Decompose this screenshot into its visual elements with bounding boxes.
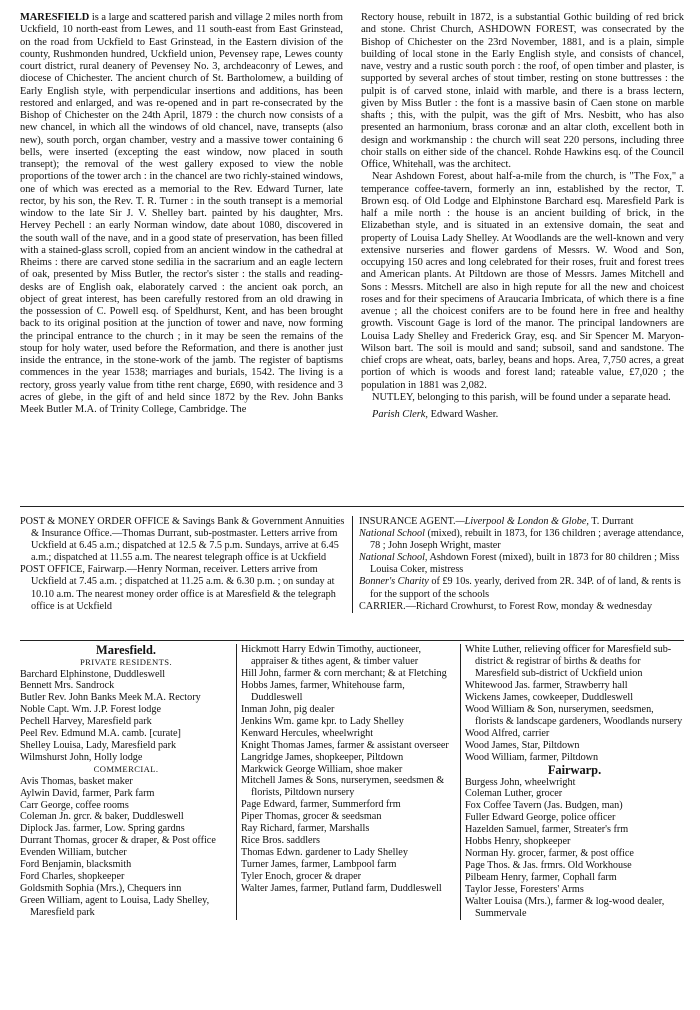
directory-entry: Evenden William, butcher [20, 847, 127, 859]
directory-entry: Page Edward, farmer, Summerford frm [241, 799, 401, 811]
office-italic: —Liverpool & London & Globe, [455, 516, 589, 527]
directory-entry: Hobbs Henry, shopkeeper [465, 836, 571, 848]
directory-entry: Burgess John, wheelwright [465, 776, 576, 788]
directory-column-3 [460, 644, 684, 920]
directory-entry: Pechell Harvey, Maresfield park [20, 716, 152, 728]
directory-entry: Wilmshurst John, Holly lodge [20, 752, 143, 764]
description-paragraph [20, 12, 343, 416]
directory-entry: Peel Rev. Edmund M.A. camb. [curate] [20, 728, 181, 740]
directory-entry: Walter Louisa (Mrs.), farmer & log-wood dealer, Summervale [465, 896, 665, 920]
office-heading: POST OFFICE, [20, 564, 85, 576]
office-entry [359, 552, 684, 576]
paragraph-text: Rectory house, rebuilt in 1872, is a substantial Gothic building of red brick and stone. Christ Church, ASHDOWN FOREST, was consecrated by the Bishop of Chichester on the 23rd November, 1881, and is a plain, simple building of local stone in the Early English style, and consists of chancel, nave, vestry and a rustic south porch : the roof, of open timber and plaster, is supported by several arches of stout timber, resting on stone buttresses : the pulpit is of carved stone, inlaid with marble, and there is a brass lectern, given by Miss Butler : the font is a massive basin of Caen stone on marble shafts ; this, with the pulpit, was the gift of Mrs. Nesbitt, who has also presented an harmonium, brass coronæ and an altar cloth, excellent both in design and workmanship : the church will seat 220 persons, including three choir stalls on either side of the chancel. Rohde Hawkins esq. of the Council Office, Whitehall, was the architect. [361, 12, 684, 170]
offices-column-left [20, 516, 352, 613]
directory-entry: Tyler Enoch, grocer & draper [241, 871, 362, 883]
office-entry [359, 516, 684, 528]
directory-entry: Taylor Jesse, Foresters' Arms [465, 884, 584, 896]
description-paragraph [361, 12, 684, 171]
office-entry [20, 516, 346, 564]
office-text: Ashdown Forest (mixed), built in 1873 for 80 children ; Miss Louisa Coker, mistress [370, 552, 680, 576]
office-italic: National School, [359, 552, 428, 564]
directory-entry: Markwick George William, shoe maker [241, 763, 403, 775]
directory-entry: Turner James, farmer, Lambpool farm [241, 859, 397, 871]
directory-entry: Pilbeam Henry, farmer, Cophall farm [465, 872, 617, 884]
directory-entry: Ford Charles, shopkeeper [20, 871, 125, 883]
directory-entry: Whitewood Jas. farmer, Strawberry hall [465, 679, 628, 691]
directory-entry: Aylwin David, farmer, Park farm [20, 787, 155, 799]
parish-clerk-name: Edward Washer. [428, 409, 499, 420]
office-text: (mixed), rebuilt in 1873, for 136 children ; average attendance, 78 ; John Joseph Wright, master [370, 528, 684, 552]
directory-entry: Wickens James, cowkeeper, Duddleswell [465, 691, 634, 703]
directory-entry: Ray Richard, farmer, Marshalls [241, 823, 370, 835]
office-text: of £9 10s. yearly, derived from 2R. 34P. of of land, & rents is for the support of the schools [370, 576, 681, 600]
directory-entry: Hickmott Harry Edwin Timothy, auctioneer, appraiser & tithes agent, & timber valuer [241, 644, 422, 667]
directory-entry: Thomas Edwn. gardener to Lady Shelley [241, 847, 408, 859]
parish-clerk-label: Parish Clerk, [372, 409, 428, 420]
office-heading: POST & MONEY ORDER OFFICE [20, 516, 170, 527]
offices-section [20, 516, 684, 613]
office-text: —Richard Crowhurst, to Forest Row, monday & wednesday [405, 600, 653, 612]
paragraph-text: Near Ashdown Forest, about half-a-mile from the church, is "The Fox," a temperance coffee-tavern, formerly an inn, established by the rector, T. Brown esq. of Old Lodge and Elphinstone Barchard esq. Maresfield Park is half a mile north : the house is an ancient building of brick, in the Elizabethan style, and is situated in an extensive domain, the seat and property of Louisa Lady Shelley. At Woodlands are the well-known and very extensive nurseries and flower gardens of Messrs. W. Wood and Son, occupying 150 acres and long celebrated for their roses, fruit and forest trees and American plants. At Piltdown are those of Messrs. James Mitchell and Sons : Messrs. Mitchell are also in high repute for all the new and choicest roses and for their specimens of Araucaria Imbricata, of which there is a fine avenue ; all the choicest conifers are to be found here in free and healthy growth. Viscount Gage is lord of the manor. The principal landowners are Louisa Lady Shelley and Frederick Gray, esq. and Sir Spencer M. Maryon-Wilson bart. The soil is mould and sand; subsoil, sand and sandstone. The chief crops are wheat, oats, barley, beans and hops. Area, 7,750 acres, a great portion of which is woods and forest land; rateable value, £7,020 ; the population in 1881 was 2,082. [361, 171, 684, 391]
section-subheading: PRIVATE RESIDENTS. [79, 657, 173, 667]
office-text: T. Durrant [588, 516, 634, 527]
directory-entry: Wood William, farmer, Piltdown [465, 751, 599, 763]
directory-entry: Jenkins Wm. game kpr. to Lady Shelley [241, 715, 404, 727]
description-paragraph [361, 171, 684, 392]
directory-entry: Green William, agent to Louisa, Lady Shelley, Maresfield park [20, 895, 210, 919]
office-italic: Bonner's Charity [359, 576, 429, 588]
directory-entry: Wood Alfred, carrier [465, 727, 550, 739]
section-divider-bottom [20, 640, 684, 641]
directory-entry: Diplock Jas. farmer, Low. Spring gardns [20, 823, 185, 835]
section-subheading: COMMERCIAL. [93, 764, 159, 775]
directory-entry: White Luther, relieving officer for Maresfield sub-district & registrar of births & deaths for Maresfield sub-district of Uckfield union [465, 644, 672, 679]
directory-entry: Knight Thomas James, farmer & assistant overseer [241, 739, 449, 751]
directory-entry: Wood William & Son, nurserymen, seedsmen, florists & landscape gardeners, Woodlands nursery [465, 703, 683, 727]
directory-entry: Wood James, Star, Piltdown [465, 739, 580, 751]
office-entry [20, 564, 346, 612]
directory-entry: Fox Coffee Tavern (Jas. Budgen, man) [465, 800, 623, 812]
office-text: Fairwarp.—Henry Norman, receiver. Letters arrive from Uckfield at 7.45 a.m. ; dispatched at 11.25 a.m. & 6.30 p.m. ; on sunday at 10.10 a.m. The nearest money order office is at Maresfield & the telegraph office is at Uckfield [31, 564, 336, 612]
directory-entry: Ford Benjamin, blacksmith [20, 859, 132, 871]
paragraph-text: is a large and scattered parish and village 2 miles north from Uckfield, 10 north-east from Lewes, and 11 south-east from East Grinstead, on the road from Uckfield to East Grinstead, in the Eastern division of the county, Rushmonden hundred, Uckfield union, Pevensey rape, Lewes county court district, rural deanery of Pevensey No. 3, archdeaconry of Lewes, and diocese of Chichester. The ancient church of St. Bartholomew, a building of Early English style, with perpendicular insertions and additions, has been restored and enlarged, and was re-opened and in part re-consecrated by the Bishop of Chichester on the 24th April, 1879 : the church now consists of a new chancel, in which all the windows of old chancel, nave, transepts (also new), south porch, organ chamber, vestry and a massive tower containing 6 bells, were inserted (excepting the east window, now placed in south transept); the removal of the west gallery exposed to view the noble proportions of the tower arch : in the chancel are two richly-stained windows, one of which was erected as a memorial to the Rev. Edward Turner, late rector, by his son, the Rev. T. R. Turner : in the south transept is a memorial window to the late Sir J. V. Shelley bart. painted by his daughter, Mrs. Hervey Pechell : an early Norman window, date about 1080, discovered in the south wall of the nave, and in a good state of preservation, has been filled with a stained-glass scroll, copied from an ancient window in the cathedral at Rheims : there are carved stone sedilia in the sacrarium and an eagle lectern of oak, presented by Miss Butler, the rector's sister : the stalls and reading-desks are of English oak, elaborately carved : the ancient oak porch, an object of great interest, has been carefully restored from an old drawing in the possession of C. Powell esq. of Speldhurst, Kent, and has been brought back to its original position at the junction of tower and nave, now forming the principal entrance to the church ; in it may be seen the remains of the stoup for holy water, used before the Reformation, and there is another just inside the entrance, in the stone-work of the jamb. The register of baptisms commences in the year 1538; marriages and burials, 1542. The living is a rectory, gross yearly value from tithe rent charge, £690, with residence and 3 acres of glebe, in the gift of and held since 1872 by the Rev. John Banks Meek Butler M.A. of Trinity College, Cambridge. The [20, 12, 344, 415]
directory-entry: Noble Capt. Wm. J.P. Forest lodge [20, 704, 162, 716]
directory-entry: Walter James, farmer, Putland farm, Duddleswell [241, 883, 442, 895]
office-italic: National School [359, 528, 425, 540]
directory-entry: Hobbs James, farmer, Whitehouse farm, Duddleswell [241, 679, 405, 703]
directory-column-2 [236, 644, 460, 920]
parish-description [20, 12, 684, 421]
directory-entry: Piper Thomas, grocer & seedsman [241, 811, 382, 823]
description-column-right [361, 12, 684, 421]
office-entry [359, 528, 684, 552]
office-heading: CARRIER. [359, 600, 406, 612]
residents-directory [20, 644, 684, 920]
place-name-maresfield: MARESFIELD [20, 12, 90, 23]
directory-entry: Carr George, coffee rooms [20, 799, 129, 811]
directory-entry: Fuller Edward George, police officer [465, 812, 616, 824]
office-text: & Savings Bank & Government Annuities & Insurance Office.—Thomas Durrant, sub-postmaster. Letters arrive from Uckfield at 6.45 a.m.; dispatched at 12.5 & 7.5 p.m. Sundays, arrive at 6.45 a.m.; dispatched at 11.55 a.m. The nearest telegraph office is at Uckfield [31, 516, 345, 564]
directory-entry: Goldsmith Sophia (Mrs.), Chequers inn [20, 883, 182, 895]
directory-entry: Avis Thomas, basket maker [20, 775, 133, 787]
paragraph-text: belonging to this parish, will be found under a separate head. [414, 391, 671, 403]
description-paragraph [361, 392, 684, 404]
directory-entry: Shelley Louisa, Lady, Maresfield park [20, 740, 177, 752]
directory-entry: Barchard Elphinstone, Duddleswell [20, 668, 166, 680]
directory-column-1 [20, 644, 236, 920]
directory-entry: Hill John, farmer & corn merchant; & at Fletching [241, 667, 447, 679]
directory-entry: Bennett Mrs. Sandrock [20, 680, 115, 692]
locality-heading: Maresfield. [96, 643, 156, 657]
office-heading: INSURANCE AGENT. [359, 516, 456, 527]
parish-clerk-line [361, 409, 684, 421]
place-name-nutley: NUTLEY, [372, 391, 415, 403]
directory-entry: Coleman Jn. grcr. & baker, Duddleswell [20, 811, 184, 823]
directory-entry: Mitchell James & Sons, nurserymen, seedsmen & florists, Piltdown nursery [241, 775, 445, 799]
office-entry [359, 576, 684, 600]
directory-entry: Rice Bros. saddlers [241, 835, 320, 847]
directory-entry: Kenward Hercules, wheelwright [241, 727, 374, 739]
description-column-left [20, 12, 343, 421]
directory-entry: Langridge James, shopkeeper, Piltdown [241, 751, 404, 763]
offices-column-right [352, 516, 684, 613]
locality-heading: Fairwarp. [547, 762, 602, 777]
directory-entry: Hazelden Samuel, farmer, Streater's frm [465, 824, 629, 836]
directory-entry: Butler Rev. John Banks Meek M.A. Rectory [20, 692, 201, 704]
directory-entry: Inman John, pig dealer [241, 703, 335, 715]
directory-entry: Page Thos. & Jas. frmrs. Old Workhouse [465, 860, 632, 872]
directory-entry: Durrant Thomas, grocer & draper, & Post office [20, 835, 216, 847]
directory-entry: Norman Hy. grocer, farmer, & post office [465, 848, 634, 860]
section-divider-top [20, 506, 684, 507]
office-entry [359, 601, 684, 613]
directory-entry: Coleman Luther, grocer [465, 788, 563, 800]
